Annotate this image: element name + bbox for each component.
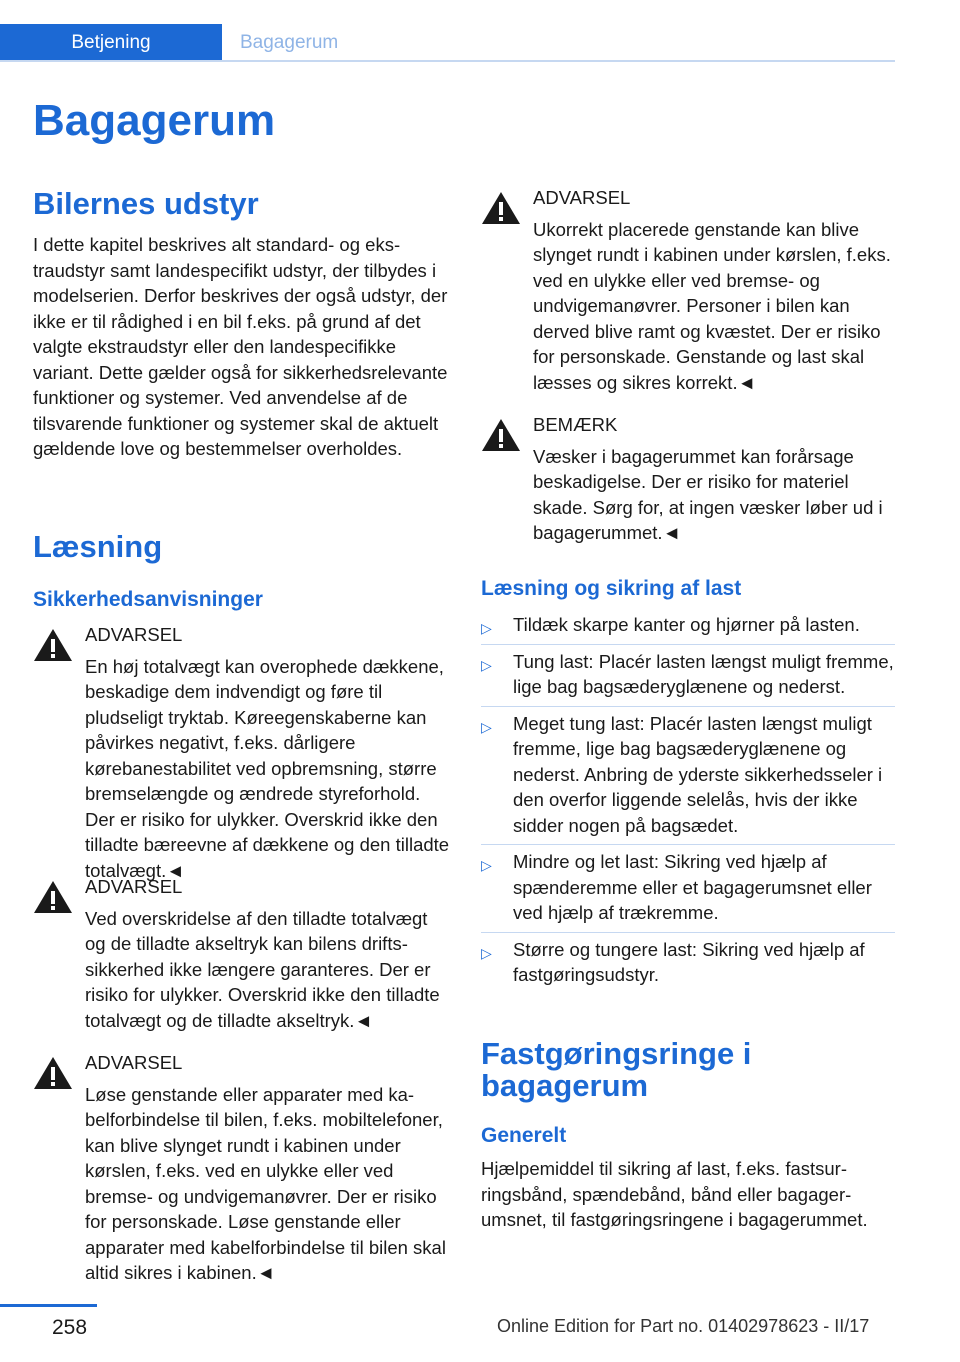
tab-betjening[interactable]: Betjening: [0, 24, 222, 61]
footer-rule: [0, 1304, 97, 1307]
warning-triangle-icon: [33, 628, 73, 662]
warning-triangle-icon: [33, 880, 73, 914]
subheading-generelt: Generelt: [481, 1124, 567, 1147]
warning-text: Løse genstande eller apparater med kabelforbindelse til bilen, f.eks. mobiltelefoner, kan blive slynget rundt i kabinen under kørslen, f.eks. ved en ulykke eller ved bremse- og undvigemanøvrer. Der er risiko for personskade. Løse genstande eller apparater med kabelforbindelse til bilen skal altid sikres i kabinen.◄: [85, 1083, 446, 1283]
tab-bagagerum[interactable]: Bagagerum: [240, 31, 339, 53]
section-heading-laesning: Læsning: [33, 529, 163, 564]
header-bar: [0, 0, 895, 64]
warning-triangle-icon: [33, 1056, 73, 1090]
page-number: 258: [52, 1316, 88, 1339]
subheading-laesning-sikring: Læsning og sikring af last: [481, 577, 742, 600]
warning-title: ADVARSEL: [85, 1052, 183, 1073]
list-item-text: Mindre og let last: Sikring ved hjælp af spænderemme eller et bagagerumsnet eller ved hjælp af trækremme.: [513, 851, 872, 923]
warning-triangle-icon: [481, 191, 521, 225]
edition-text: Online Edition for Part no. 01402978623 - II/17: [497, 1316, 870, 1336]
warning-title: ADVARSEL: [85, 876, 183, 897]
list-item: [481, 845, 895, 933]
triangle-bullet-icon: ▷: [481, 620, 492, 636]
list-item-text: Meget tung last: Placér lasten længst muligt fremme, lige bag bagsæderyglænene og nederst. Anbring de yderste sikkerhedsseler i den overfor liggende selelås, hvis der ikke sidder nogen på bagsædet.: [513, 712, 883, 836]
section-body-generelt: Hjælpemiddel til sikring af last, f.eks. fastsurringsbånd, spændebånd, bånd eller bagagerumsnet, til fastgøringsringene i bagagerummet.: [481, 1158, 868, 1230]
warning-text: En høj totalvægt kan overophede dækkene, beskadige dem indvendigt og føre til pludseligt tryktab. Køreegenskaberne kan påvirkes negativt, f.eks. dårligere kørebanestabilitet ved opbremsning, større bremselængde og ændrede styreforhold. Der er risiko for ulykker. Overskrid ikke den tilladte bæreevne af dækkene og den tilladte totalvægt.◄: [85, 655, 450, 881]
warning-triangle-icon: [481, 418, 521, 452]
notice-text: Væsker i bagagerummet kan forårsage beskadigelse. Der er risiko for materiel skade. Sørg for, at ingen væsker løber ud i bagagerummet.◄: [533, 445, 883, 543]
header-divider: [0, 60, 895, 62]
loading-instructions-list: [481, 608, 895, 994]
section-heading-bilernes-udstyr: Bilernes udstyr: [33, 186, 259, 221]
list-item: [481, 645, 895, 707]
list-item-text: Større og tungere last: Sikring ved hjælp af fastgøringsudstyr.: [513, 938, 865, 985]
list-item-text: Tildæk skarpe kanter og hjørner på lasten.: [513, 614, 860, 635]
section-heading-fastgoeringsringe: Fastgøringsringe i bagagerum: [481, 1036, 752, 1103]
warning-block-2: [33, 874, 451, 1033]
list-item-text: Tung last: Placér lasten længst muligt fremme, lige bag bagsæderyglænene og nederst.: [513, 650, 894, 697]
triangle-bullet-icon: ▷: [481, 656, 492, 673]
list-item: [481, 933, 895, 994]
warning-block-4: [481, 185, 895, 395]
warning-block-3: [33, 1050, 451, 1286]
section-body-bilernes-udstyr: I dette kapitel beskrives alt standard- og ekstraudstyr samt landespecifikt udstyr, der tilbydes i modelserien. Derfor beskrives der også udstyr, der ikke er til rådighed i en bil f.eks. på grund af det valgte ekstraudstyr eller den landespecifikke variant. Dette gælder også for sikkerhedsrelevante funktioner og systemer. Ved anvendelse af de tilsvarende funktioner og systemer skal de aktuelt gældende love og bestemmelser overholdes.: [33, 234, 448, 459]
triangle-bullet-icon: ▷: [481, 857, 492, 873]
page-title: Bagagerum: [33, 96, 276, 145]
list-item: [481, 707, 895, 846]
warning-title: ADVARSEL: [85, 624, 183, 645]
subheading-sikkerhedsanvisninger: Sikkerhedsanvisninger: [33, 588, 263, 611]
triangle-bullet-icon: ▷: [481, 944, 492, 961]
notice-block: [481, 412, 895, 546]
warning-title: ADVARSEL: [533, 187, 631, 208]
notice-title: BEMÆRK: [533, 414, 618, 435]
list-item: [481, 608, 895, 645]
warning-text: Ved overskridelse af den tilladte totalvægt og de tilladte akseltryk kan bilens driftssikkerhed ikke længere garanteres. Der er risiko for ulykker. Overskrid ikke den tilladte totalvægt og de tilladte akseltryk.◄: [85, 907, 440, 1031]
warning-text: Ukorrekt placerede genstande kan blive slynget rundt i kabinen under kørslen, f.eks. ved en ulykke eller ved bremse- og undvigemanøvrer. Personer i bilen kan derved blive ramt og kvæstet. Der er risiko for personskade. Genstande og last skal læsses og sikres korrekt.◄: [533, 218, 891, 393]
warning-block-1: [33, 622, 451, 883]
triangle-bullet-icon: ▷: [481, 718, 492, 735]
